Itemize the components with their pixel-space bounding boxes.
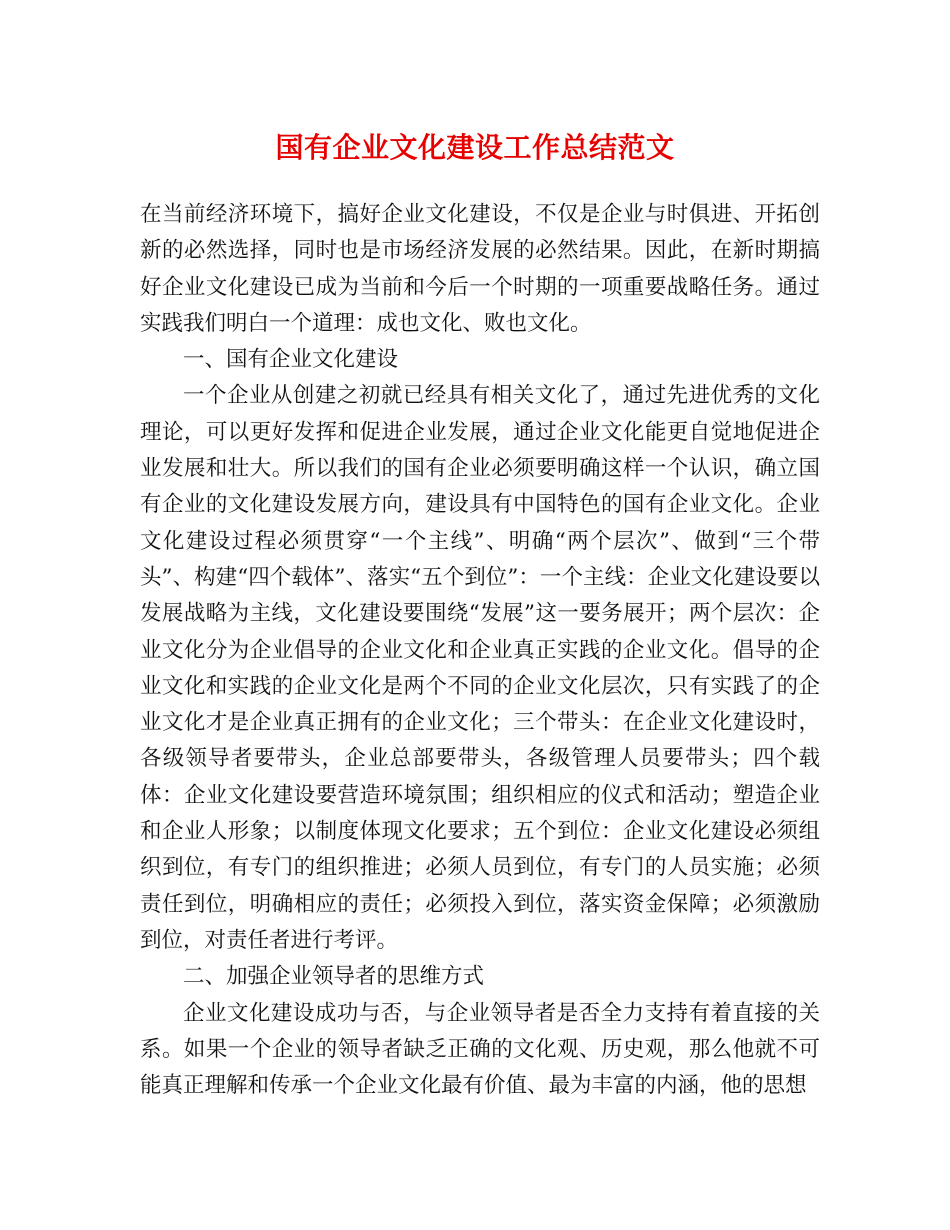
document-title: 国有企业文化建设工作总结范文 bbox=[275, 131, 675, 164]
paragraph-section-2: 企业文化建设成功与否，与企业领导者是否全力支持有着直接的关系。如果一个企业的领导者缺乏正确的文化观、历史观，那么他就不可能真正理解和传承一个企业文化最有价值、最为丰富的内涵，他的思想 bbox=[140, 1000, 820, 1099]
paragraph-section-1: 一个企业从创建之初就已经具有相关文化了，通过先进优秀的文化理论，可以更好发挥和促进企业发展，通过企业文化能更自觉地促进企业发展和壮大。所以我们的国有企业必须要明确这样一个认识，确立国有企业的文化建设发展方向，建设具有中国特色的国有企业文化。企业文化建设过程必须贯穿“一个主线”、明确“两个层次”、做到“三个带头”、构建“四个载体”、落实“五个到位”：一个主线：企业文化建设要以发展战略为主线，文化建设要围绕“发展”这一要务展开；两个层次：企业文化分为企业倡导的企业文化和企业真正实践的企业文化。倡导的企业文化和实践的企业文化是两个不同的企业文化层次，只有实践了的企业文化才是企业真正拥有的企业文化；三个带头：在企业文化建设时，各级领导者要带头，企业总部要带头，各级管理人员要带头；四个载体：企业文化建设要营造环境氛围；组织相应的仪式和活动；塑造企业和企业人形象；以制度体现文化要求；五个到位：企业文化建设必须组织到位，有专门的组织推进；必须人员到位，有专门的人员实施；必须责任到位，明确相应的责任；必须投入到位，落实资金保障；必须激励到位，对责任者进行考评。 bbox=[140, 383, 820, 953]
section-heading-1: 一、国有企业文化建设 bbox=[183, 347, 399, 373]
section-heading-2: 二、加强企业领导者的思维方式 bbox=[183, 964, 485, 990]
document-body bbox=[140, 197, 820, 1104]
paragraph-intro: 在当前经济环境下，搞好企业文化建设，不仅是企业与时俱进、开拓创新的必然选择，同时也是市场经济发展的必然结果。因此，在新时期搞好企业文化建设已成为当前和今后一个时期的一项重要战略任务。通过实践我们明白一个道理：成也文化、败也文化。 bbox=[140, 202, 820, 336]
